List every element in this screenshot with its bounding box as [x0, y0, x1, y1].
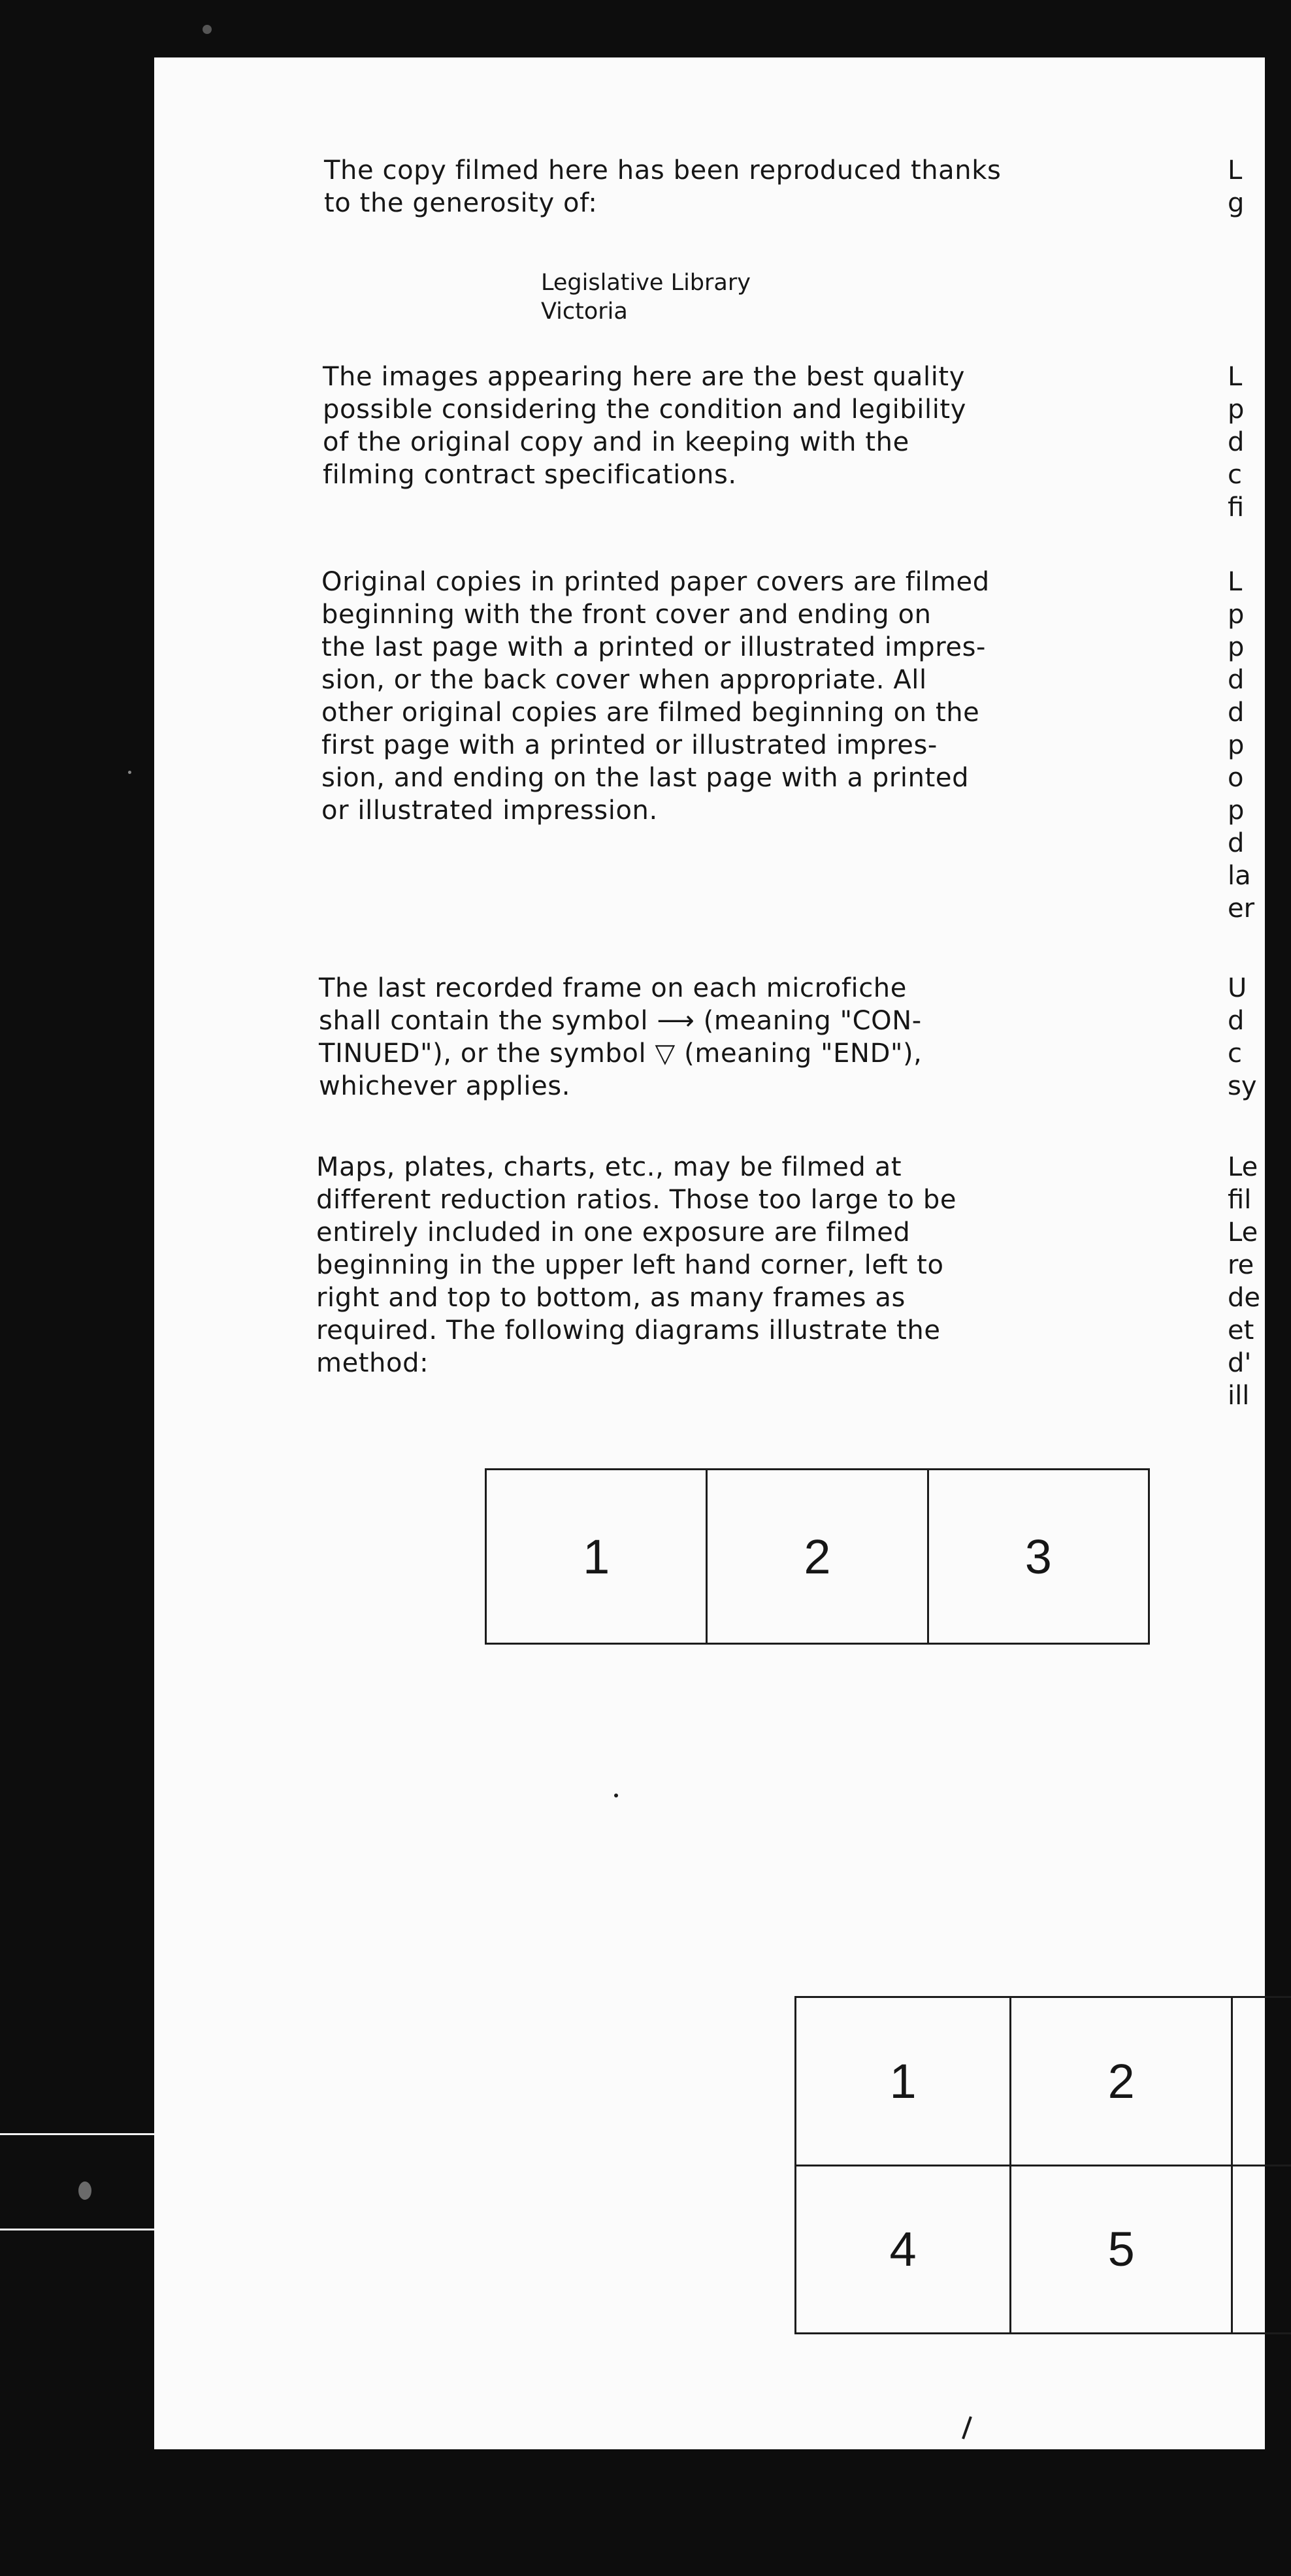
diagram-three-frames [485, 1468, 1150, 1645]
frame-cell: 3 [928, 1470, 1149, 1644]
frame-cell: 4 [796, 2165, 1011, 2334]
library-name: Legislative Library [541, 270, 751, 296]
scan-artifact-speck [614, 1794, 618, 1797]
french-text-block-2: L p d c fi [1228, 362, 1245, 523]
scan-artifact-speck [78, 2182, 91, 2200]
scan-artifact-speck [128, 771, 131, 774]
frame-cell: 2 [707, 1470, 928, 1644]
diagram-six-frames [794, 1996, 1291, 2334]
french-text-block-4: U d c sy [1228, 973, 1257, 1101]
original-copies-paragraph: Original copies in printed paper covers are filmed beginning with the front cover and ending on the last page with a printed or illustrated impres- sion, or the back cover when appropriate. All other original copies are filmed beginning on the first page with a printed or illustrated impres- sion, and ending on the last page with a printed or illustrated impression. [321, 567, 990, 826]
frame-cell: 2 [1011, 1997, 1232, 2166]
frame-cell-cropped [1232, 2165, 1291, 2334]
french-text-block-5: Le fil Le re de et d' ill [1228, 1152, 1260, 1411]
library-location: Victoria [541, 298, 628, 325]
edge-scratch-mark [873, 2415, 1069, 2449]
french-text-block-3: L p p d d p o p d la er [1228, 567, 1255, 924]
intro-text: The copy filmed here has been reproduced thanks to the generosity of: [324, 155, 1002, 218]
document-page [154, 57, 1265, 2449]
frame-cell-cropped [1232, 1997, 1291, 2166]
scan-artifact-speck [203, 25, 212, 34]
maps-plates-paragraph: Maps, plates, charts, etc., may be filmed at different reduction ratios. Those too large to be entirely included in one exposure are filmed beginning in the upper left hand corner, left to right and top to bottom, as many frames as required. The following diagrams illustrate the method: [316, 1152, 957, 1378]
frame-cell: 1 [486, 1470, 707, 1644]
quality-paragraph: The images appearing here are the best quality possible considering the condition and legibility of the original copy and in keeping with the filming contract specifications. [323, 362, 966, 490]
frame-cell: 5 [1011, 2165, 1232, 2334]
microfiche-symbol-paragraph: The last recorded frame on each microfiche shall contain the symbol ⟶ (meaning "CON- TINUED"), or the symbol ▽ (meaning "END"), whichever applies. [319, 973, 923, 1101]
scan-artifact-line [0, 2229, 154, 2230]
frame-cell: 1 [796, 1997, 1011, 2166]
scan-artifact-line [0, 2133, 154, 2135]
french-text-block-1: L g [1228, 155, 1245, 218]
